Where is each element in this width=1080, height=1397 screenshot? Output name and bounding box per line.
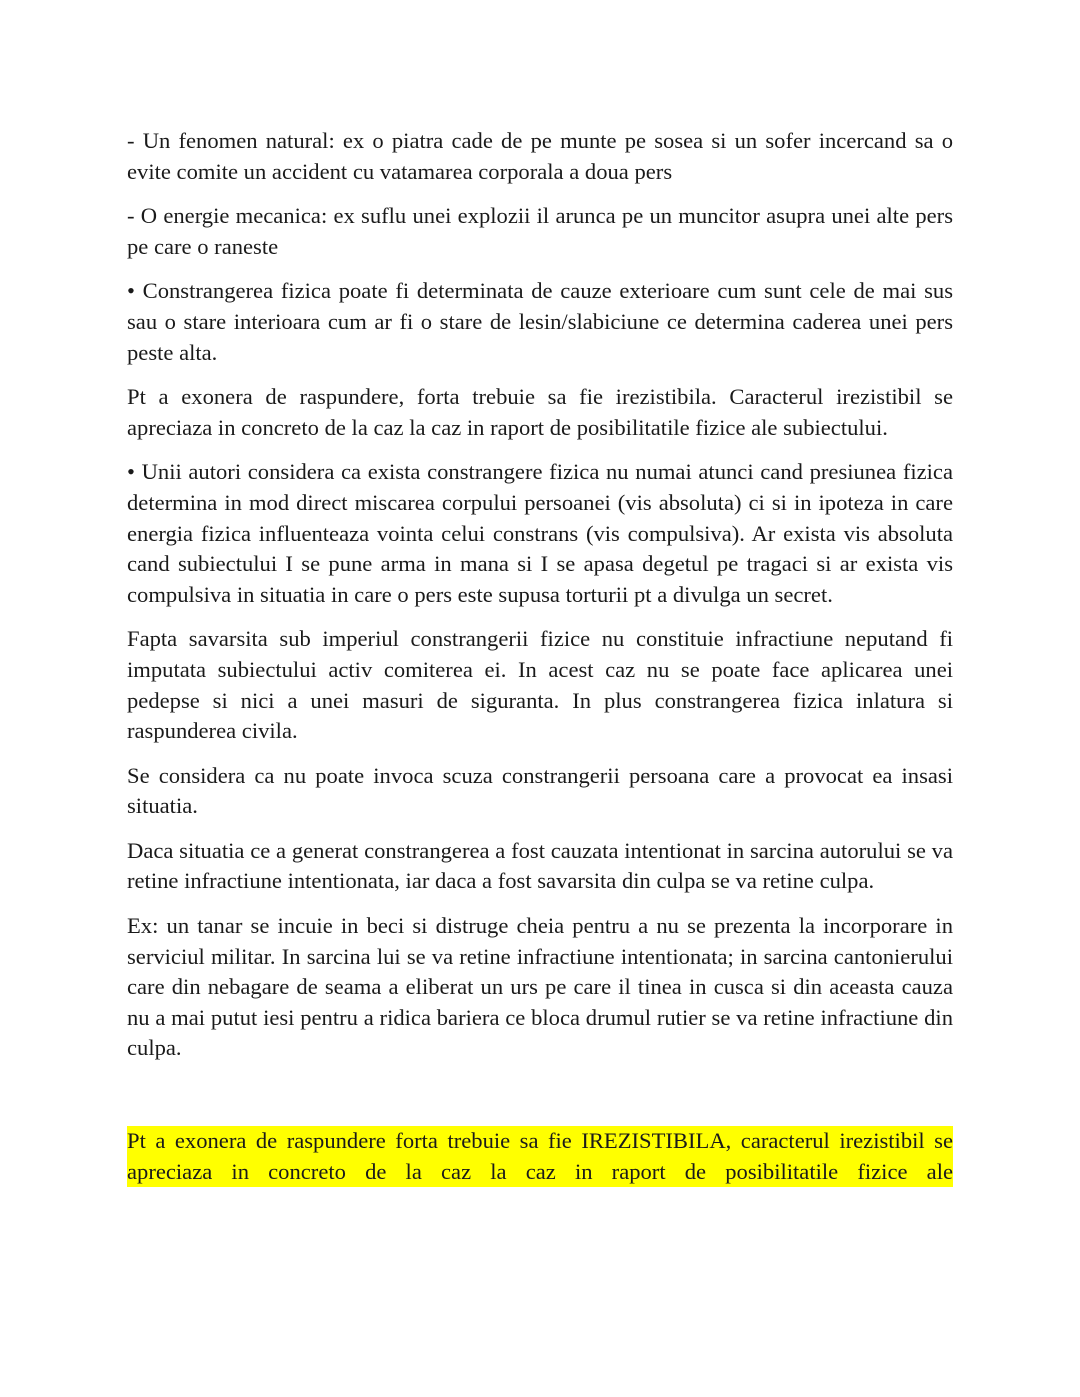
paragraph-self-provoked: Se considera ca nu poate invoca scuza constrangerii persoana care a provocat ea insasi situatia. <box>127 762 953 819</box>
paragraph-example: Ex: un tanar se incuie in beci si distruge cheia pentru a nu se prezenta la incorporare in serviciul militar. In sarcina lui se va retine infractiune intentionata; in sarcina cantonierului care din nebagare de seama a eliberat un urs pe care il tinea in cusca si din aceasta cauza nu a mai putut iesi pentru a ridica bariera ce bloca drumul rutier se va retine infractiune din culpa. <box>127 913 953 1061</box>
document-page <box>127 126 953 1201</box>
paragraph-not-an-offence: Fapta savarsita sub imperiul constrangerii fizice nu constituie infractiune neputand fi imputata subiectului activ comiterea ei. In acest caz nu se poate face aplicarea unei pedepse si nici a unei masuri de siguranta. In plus constrangerea fizica inlatura si raspunderea civila. <box>127 626 953 744</box>
paragraph-irresistible-force: Pt a exonera de raspundere, forta trebuie sa fie irezistibila. Caracterul irezistibil se apreciaza in concreto de la caz la caz in raport de posibilitatile fizice ale subiectului. <box>127 384 953 440</box>
highlighted-paragraph <box>127 1126 953 1187</box>
paragraph-mechanical-energy: - O energie mecanica: ex suflu unei explozii il arunca pe un muncitor asupra unei alte pers pe care o raneste <box>127 203 953 259</box>
blank-line <box>127 1078 953 1126</box>
paragraph-intentional-or-fault: Daca situatia ce a generat constrangerea a fost cauzata intentionat in sarcina autorului se va retine infractiune intentionata, iar daca a fost savarsita din culpa se va retine culpa. <box>127 837 953 894</box>
highlighted-text: Pt a exonera de raspundere forta trebuie sa fie IREZISTIBILA, caracterul irezistibil se apreciaza in concreto de la caz la caz in raport de posibilitatile fizice ale <box>127 1128 953 1184</box>
paragraph-natural-phenomenon: - Un fenomen natural: ex o piatra cade de pe munte pe sosea si un sofer incercand sa o evite comite un accident cu vatamarea corporala a doua pers <box>127 128 953 184</box>
paragraph-vis-absoluta-compulsiva: • Unii autori considera ca exista constrangere fizica nu numai atunci cand presiunea fizica determina in mod direct miscarea corpului persoanei (vis absoluta) ci si in ipoteza in care energia fizica influenteaza vointa celui constrans (vis compulsiva). Ar exista vis absoluta cand subiectului I se pune arma in mana si I se apasa degetul pe tragaci si ar exista vis compulsiva in situatia in care o pers este supusa torturii pt a divulga un secret. <box>127 459 953 607</box>
paragraph-physical-constraint-causes: • Constrangerea fizica poate fi determinata de cauze exterioare cum sunt cele de mai sus sau o stare interioara cum ar fi o stare de lesin/slabiciune ce determina caderea unei pers peste alta. <box>127 278 953 365</box>
